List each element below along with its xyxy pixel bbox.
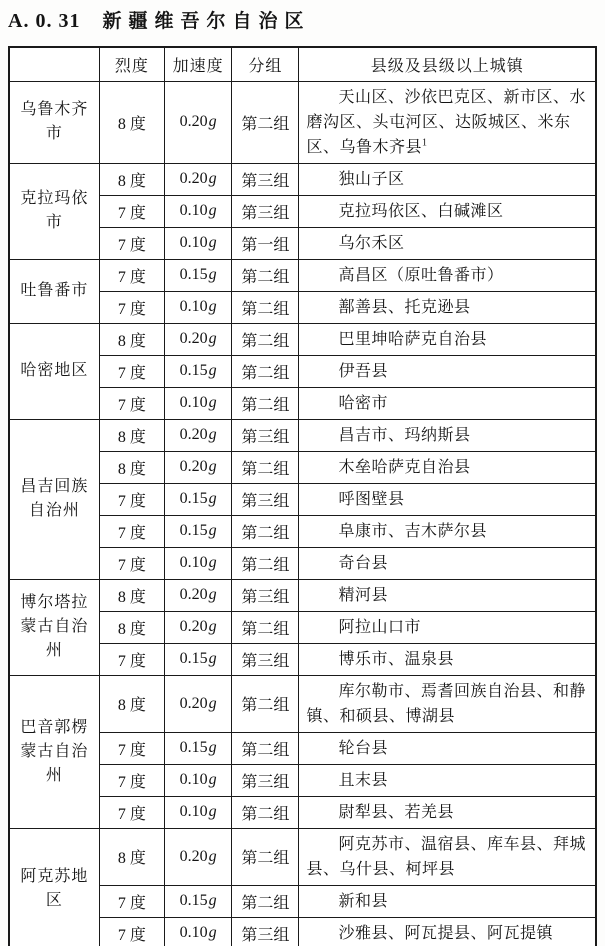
acceleration-cell: 0.15g [165,515,232,547]
intensity-cell: 8 度 [99,675,164,732]
cities-cell: 高昌区（原吐鲁番市） [299,259,596,291]
group-cell: 第三组 [232,483,299,515]
intensity-cell: 8 度 [99,828,164,885]
cities-cell: 轮台县 [299,732,596,764]
cities-cell: 巴里坤哈萨克自治县 [299,323,596,355]
group-cell: 第二组 [232,387,299,419]
region-name: 克拉玛依市 [9,163,99,259]
group-cell: 第二组 [232,81,299,163]
cities-cell: 伊吾县 [299,355,596,387]
intensity-cell: 7 度 [99,195,164,227]
acceleration-cell: 0.20g [165,828,232,885]
header-intensity: 烈度 [99,47,164,81]
intensity-cell: 8 度 [99,163,164,195]
cities-cell: 呼图壁县 [299,483,596,515]
acceleration-cell: 0.15g [165,259,232,291]
acceleration-cell: 0.20g [165,81,232,163]
acceleration-cell: 0.15g [165,885,232,917]
acceleration-cell: 0.10g [165,227,232,259]
cities-cell: 尉犁县、若羌县 [299,796,596,828]
group-cell: 第二组 [232,732,299,764]
region-name: 乌鲁木齐市 [9,81,99,163]
group-cell: 第二组 [232,259,299,291]
cities-cell: 鄯善县、托克逊县 [299,291,596,323]
table-row [9,675,596,732]
intensity-cell: 7 度 [99,291,164,323]
seismic-zoning-table [8,46,597,946]
intensity-cell: 7 度 [99,764,164,796]
region-name: 巴音郭楞 蒙古自治州 [9,675,99,828]
group-cell: 第一组 [232,227,299,259]
group-cell: 第二组 [232,451,299,483]
intensity-cell: 8 度 [99,81,164,163]
cities-cell: 新和县 [299,885,596,917]
group-cell: 第二组 [232,885,299,917]
acceleration-cell: 0.10g [165,291,232,323]
acceleration-cell: 0.15g [165,355,232,387]
table-row [9,323,596,355]
intensity-cell: 8 度 [99,419,164,451]
table-row [9,259,596,291]
acceleration-cell: 0.10g [165,764,232,796]
group-cell: 第二组 [232,828,299,885]
acceleration-cell: 0.15g [165,643,232,675]
group-cell: 第二组 [232,323,299,355]
intensity-cell: 7 度 [99,547,164,579]
header-group: 分组 [232,47,299,81]
cities-cell: 昌吉市、玛纳斯县 [299,419,596,451]
intensity-cell: 7 度 [99,796,164,828]
group-cell: 第二组 [232,611,299,643]
group-cell: 第二组 [232,291,299,323]
intensity-cell: 8 度 [99,579,164,611]
intensity-cell: 7 度 [99,917,164,946]
cities-cell: 天山区、沙依巴克区、新市区、水磨沟区、头屯河区、达阪城区、米东区、乌鲁木齐县$^1$ [299,81,596,163]
acceleration-cell: 0.10g [165,796,232,828]
cities-cell: 奇台县 [299,547,596,579]
table-row [9,579,596,611]
region-name: 哈密地区 [9,323,99,419]
acceleration-cell: 0.20g [165,675,232,732]
intensity-cell: 7 度 [99,643,164,675]
acceleration-cell: 0.15g [165,732,232,764]
group-cell: 第三组 [232,579,299,611]
intensity-cell: 7 度 [99,885,164,917]
group-cell: 第三组 [232,917,299,946]
table-row [9,419,596,451]
header-cities: 县级及县级以上城镇 [299,47,596,81]
group-cell: 第二组 [232,796,299,828]
acceleration-cell: 0.10g [165,547,232,579]
header-region [9,47,99,81]
intensity-cell: 7 度 [99,355,164,387]
group-cell: 第二组 [232,675,299,732]
header-acceleration: 加速度 [165,47,232,81]
acceleration-cell: 0.10g [165,387,232,419]
region-name: 博尔塔拉 蒙古自治州 [9,579,99,675]
cities-cell: 且末县 [299,764,596,796]
section-name: 新疆维吾尔自治区 [102,11,311,32]
region-name: 昌吉回族 自治州 [9,419,99,579]
cities-cell: 克拉玛依区、白碱滩区 [299,195,596,227]
section-title [8,6,597,33]
intensity-cell: 7 度 [99,515,164,547]
intensity-cell: 8 度 [99,611,164,643]
group-cell: 第三组 [232,419,299,451]
intensity-cell: 7 度 [99,732,164,764]
header-row [9,47,596,81]
group-cell: 第三组 [232,764,299,796]
intensity-cell: 7 度 [99,387,164,419]
acceleration-cell: 0.20g [165,579,232,611]
intensity-cell: 7 度 [99,227,164,259]
cities-cell: 乌尔禾区 [299,227,596,259]
acceleration-cell: 0.20g [165,163,232,195]
cities-cell: 库尔勒市、焉耆回族自治县、和静镇、和硕县、博湖县 [299,675,596,732]
cities-cell: 哈密市 [299,387,596,419]
intensity-cell: 8 度 [99,323,164,355]
table-body [9,81,596,946]
group-cell: 第二组 [232,547,299,579]
cities-cell: 阿拉山口市 [299,611,596,643]
group-cell: 第三组 [232,195,299,227]
cities-cell: 阜康市、吉木萨尔县 [299,515,596,547]
section-number: A. 0. 31 [8,10,81,32]
table-row [9,163,596,195]
group-cell: 第三组 [232,643,299,675]
cities-cell: 独山子区 [299,163,596,195]
acceleration-cell: 0.20g [165,451,232,483]
cities-cell: 阿克苏市、温宿县、库车县、拜城县、乌什县、柯坪县 [299,828,596,885]
region-name: 阿克苏地区 [9,828,99,946]
cities-cell: 沙雅县、阿瓦提县、阿瓦提镇 [299,917,596,946]
table-row [9,828,596,885]
cities-cell: 木垒哈萨克自治县 [299,451,596,483]
region-name: 吐鲁番市 [9,259,99,323]
intensity-cell: 8 度 [99,451,164,483]
intensity-cell: 7 度 [99,483,164,515]
cities-cell: 精河县 [299,579,596,611]
acceleration-cell: 0.20g [165,611,232,643]
acceleration-cell: 0.10g [165,917,232,946]
group-cell: 第二组 [232,355,299,387]
acceleration-cell: 0.20g [165,419,232,451]
intensity-cell: 7 度 [99,259,164,291]
cities-cell: 博乐市、温泉县 [299,643,596,675]
acceleration-cell: 0.10g [165,195,232,227]
acceleration-cell: 0.20g [165,323,232,355]
acceleration-cell: 0.15g [165,483,232,515]
group-cell: 第二组 [232,515,299,547]
table-row [9,81,596,163]
group-cell: 第三组 [232,163,299,195]
